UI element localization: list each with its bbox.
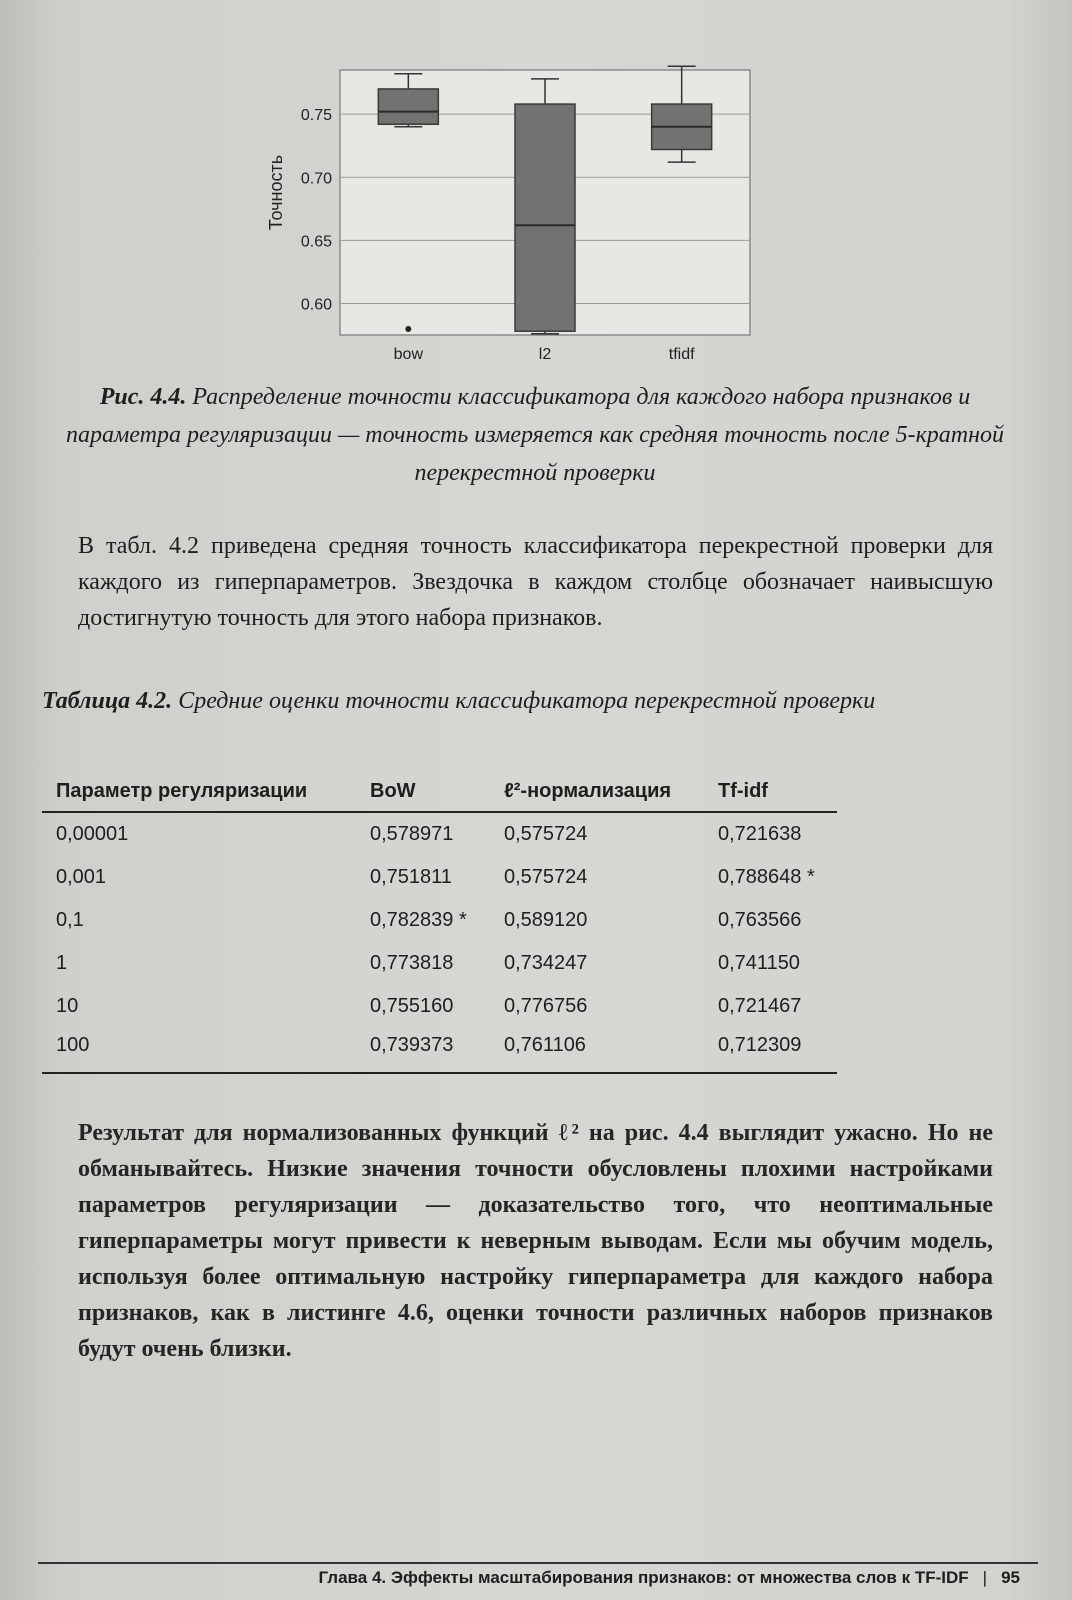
table-cell: 0,739373: [356, 1028, 490, 1073]
table-cell: 0,741150: [718, 952, 800, 974]
y-axis-label: Точность: [266, 154, 286, 231]
table-cell: 0,761106: [490, 1028, 704, 1073]
table-cell: 0,712309: [704, 1028, 837, 1073]
table-cell: 0,575724: [504, 866, 588, 888]
boxplot-chart: [250, 60, 760, 370]
table-cell: 0,734247: [504, 952, 588, 974]
table-cell: 0,721467: [718, 995, 802, 1017]
table-row: [42, 1028, 837, 1073]
table-cell: 0,773818: [370, 952, 454, 974]
table-row: [42, 899, 837, 942]
table-caption-label: Таблица 4.2.: [42, 688, 173, 714]
table-caption-text: Средние оценки точности классификатора перекрестной проверки: [178, 688, 876, 714]
table-row: [42, 856, 837, 899]
y-tick-label: 0.65: [300, 233, 332, 251]
x-tick-label: tfidf: [668, 346, 695, 363]
table-row: [42, 942, 837, 985]
table-caption: [42, 684, 922, 718]
figure-caption-text: Распределение точности классификатора для каждого набора признаков и параметра регуляризации — точность измеряется как средняя точность после 5-кратной перекрестной проверки: [65, 384, 1005, 486]
table-cell: 0,00001: [56, 823, 129, 845]
running-footer: [319, 1568, 1021, 1588]
table-cell: 1: [56, 952, 68, 974]
paragraph-1: В табл. 4.2 приведена средняя точность классификатора перекрестной проверки для каждого из гиперпараметров. Звездочка в каждом столбце обозначает наивысшую достигнутую точность для этого набора признаков.: [78, 533, 993, 631]
table-cell: 0,763566: [718, 909, 802, 931]
footer-separator: |: [982, 1568, 988, 1587]
table-header-cell: Tf-idf: [704, 774, 837, 812]
table-cell: 0,578971: [370, 823, 454, 845]
table-cell: 0,788648 *: [718, 866, 815, 888]
table-row: [42, 985, 837, 1028]
table-cell: 0,721638: [718, 823, 802, 845]
page-number: 95: [1001, 1568, 1020, 1587]
table-cell: 0,001: [56, 866, 107, 888]
box-l2: [515, 104, 575, 331]
table-cell: 0,751811: [370, 866, 452, 888]
y-tick-label: 0.70: [300, 170, 332, 188]
footer-rule: [38, 1562, 1038, 1564]
table-header-cell: ℓ²-нормализация: [490, 774, 704, 812]
table-cell: 0,755160: [370, 995, 454, 1017]
accuracy-table: [42, 774, 837, 1074]
table-row: [42, 812, 837, 856]
table-cell: 0,575724: [504, 823, 588, 845]
table-cell: 0,782839 *: [370, 909, 467, 931]
figure-caption-label: Рис. 4.4.: [99, 384, 187, 410]
y-tick-label: 0.60: [300, 296, 332, 314]
table-header-cell: Параметр регуляризации: [42, 774, 356, 812]
table-cell: 0,776756: [504, 995, 588, 1017]
table-header-cell: BoW: [356, 774, 490, 812]
table-header-row: [42, 774, 837, 812]
table-cell: 100: [42, 1028, 356, 1073]
y-tick-label: 0.75: [300, 107, 332, 125]
table-cell: 10: [56, 995, 79, 1017]
table-cell: 0,589120: [504, 909, 588, 931]
figure-caption: [60, 378, 1010, 492]
box-bow: [378, 89, 438, 124]
table-cell: 0,1: [56, 909, 84, 931]
paragraph-2: Результат для нормализованных функций ℓ² на рис. 4.4 выглядит ужасно. Но не обманывайтесь. Низкие значения точности обусловлены плохими настройками параметров регуляризации — доказательство того, что неоптимальные гиперпараметры могут привести к неверным выводам. Если мы обучим модель, используя более оптимальную настройку гиперпараметра для каждого набора признаков, как в листинге 4.6, оценки точности различных наборов признаков будут очень близки.: [78, 1120, 993, 1362]
x-tick-label: bow: [393, 346, 424, 363]
x-tick-label: l2: [538, 346, 552, 363]
box-outlier: [405, 326, 411, 332]
footer-chapter-title: Глава 4. Эффекты масштабирования признаков: от множества слов к TF-IDF: [318, 1568, 969, 1587]
